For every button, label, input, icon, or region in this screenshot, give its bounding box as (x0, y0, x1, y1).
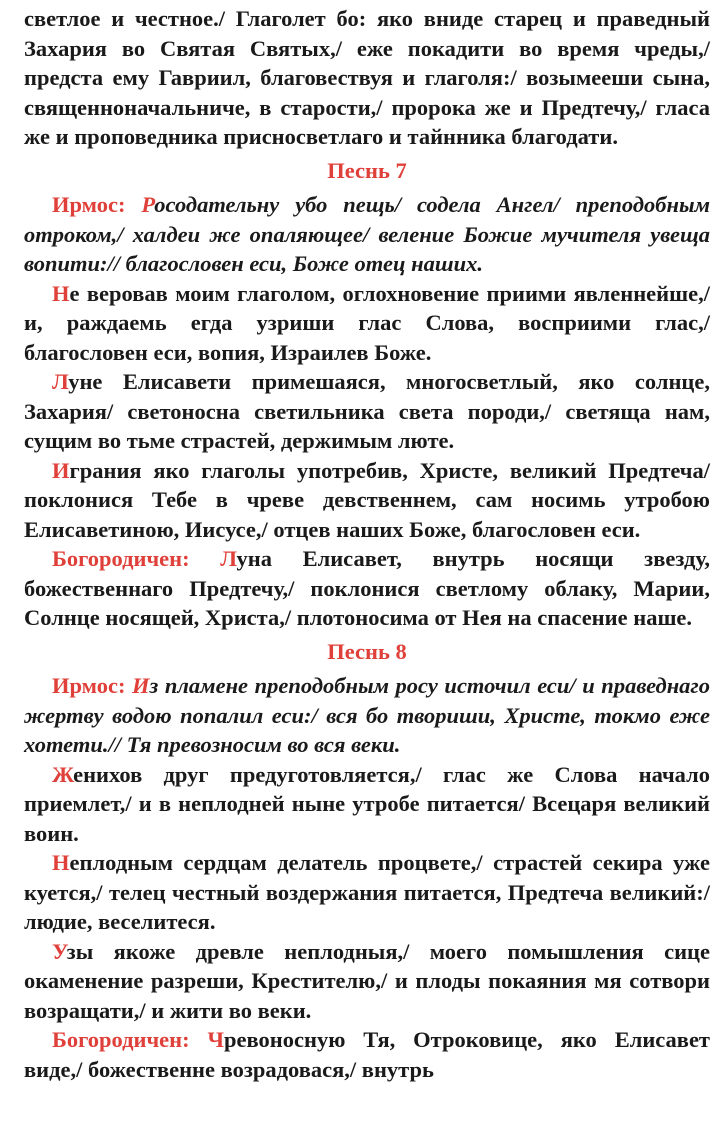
troparion-paragraph (24, 456, 710, 545)
hymn-body: еплодным сердцам делатель процвете,/ страстей секира уже куется,/ телец честный воздержания питается, Предтеча великий:/ людие, веселитеся. (24, 850, 710, 934)
red-initial-letter: Р (141, 192, 155, 217)
hymn-body: з пламене преподобным росу источил еси/ и праведнаго жертву водою попалил еси:/ вся бо твориши, Христе, токмо еже хотети.// Тя превозносим во вся веки. (24, 673, 710, 757)
troparion-paragraph (24, 279, 710, 368)
red-initial-letter: Л (220, 546, 237, 571)
red-initial-letter: И (132, 673, 150, 698)
hymn-body: уна Елисавет, внутрь носящи звезду, божественнаго Предтечу,/ поклонися светлому облаку, Марии, Солнце носящей, Христа,/ плотоносима от Нея на спасение наше. (24, 546, 710, 630)
hymn-label: Богородичен: (52, 1027, 208, 1052)
red-initial-letter: Ж (52, 761, 74, 787)
hymn-text (24, 281, 710, 365)
hymn-body: осодательну убо пещь/ содела Ангел/ преподобным отроком,/ халдеи же опаляющее/ веление Божие мучителя увеща вопити:// благословен еси, Боже отец наших. (24, 192, 710, 276)
hymn-label: Ирмос: (52, 192, 142, 217)
hymn-text (24, 850, 710, 934)
hymn-text (24, 762, 710, 846)
red-initial-letter: Н (52, 280, 70, 306)
hymn-paragraph-theotokion (24, 1025, 710, 1084)
troparion-paragraph (24, 848, 710, 937)
hymn-paragraph-irmos (24, 190, 710, 279)
hymn-label: Ирмос: (52, 673, 132, 698)
hymn-body: ревоносную Тя, Отроковице, яко Елисавет виде,/ божественне возрадовася,/ внутрь (24, 1027, 710, 1082)
ode-heading: Песнь 8 (327, 638, 407, 664)
troparion-paragraph (24, 937, 710, 1026)
hymn-body: грания яко глаголы употребив, Христе, великий Предтеча/ поклонися Тебе в чреве девственнем, сам носимь утробою Елисаветиною, Иисусе,/ отцев наших Боже, благословен еси. (24, 457, 710, 542)
hymn-label: Богородичен: (52, 546, 221, 571)
troparion-paragraph (24, 4, 710, 152)
hymn-body: уне Елисавети примешаяся, многосветлый, яко солнце, Захария/ светоносна светильника света породи,/ светяща нам, сущим во тьме страстей, держимым люте. (24, 369, 710, 453)
hymn-text (24, 458, 710, 542)
red-initial-letter: У (52, 938, 67, 964)
hymn-paragraph-theotokion (24, 544, 710, 633)
hymn-body: зы якоже древле неплодныя,/ моего помышления сице окаменение разреши, Крестителю,/ и плоды покаяния мя сотвори возращати,/ и жити во веки. (24, 938, 710, 1023)
troparion-paragraph (24, 760, 710, 849)
hymn-body: е веровав моим глаголом, оглохновение приими явленнейше,/ и, раждаемь егда узриши глас Слова, восприими глас,/ благословен еси, вопия, Израилев Боже. (24, 280, 710, 365)
hymn-body: енихов друг предуготовляется,/ глас же Слова начало приемлет,/ и в неплодней ныне утробе питается/ Всецаря великий воин. (24, 761, 710, 846)
hymn-paragraph-irmos (24, 671, 710, 760)
red-initial-letter: Ч (207, 1027, 225, 1052)
troparion-paragraph (24, 367, 710, 456)
hymn-body: светлое и честное./ Глаголет бо: яко вниде старец и праведный Захария во Святая Святых,/ еже покадити во время чреды,/ предста ему Гавриил, благовествуя и глаголя:/ возымееши сына, священноначальниче, в старости,/ пророка же и Предтечу,/ гласа же и проповедника присносветлаго и тайнника благодати. (24, 6, 710, 149)
red-initial-letter: И (52, 457, 70, 483)
red-initial-letter: Л (52, 369, 69, 394)
hymn-text (24, 6, 710, 149)
hymn-text (24, 939, 710, 1023)
red-initial-letter: Н (52, 850, 70, 875)
hymn-text (24, 369, 710, 453)
ode-heading: Песнь 7 (327, 157, 407, 183)
